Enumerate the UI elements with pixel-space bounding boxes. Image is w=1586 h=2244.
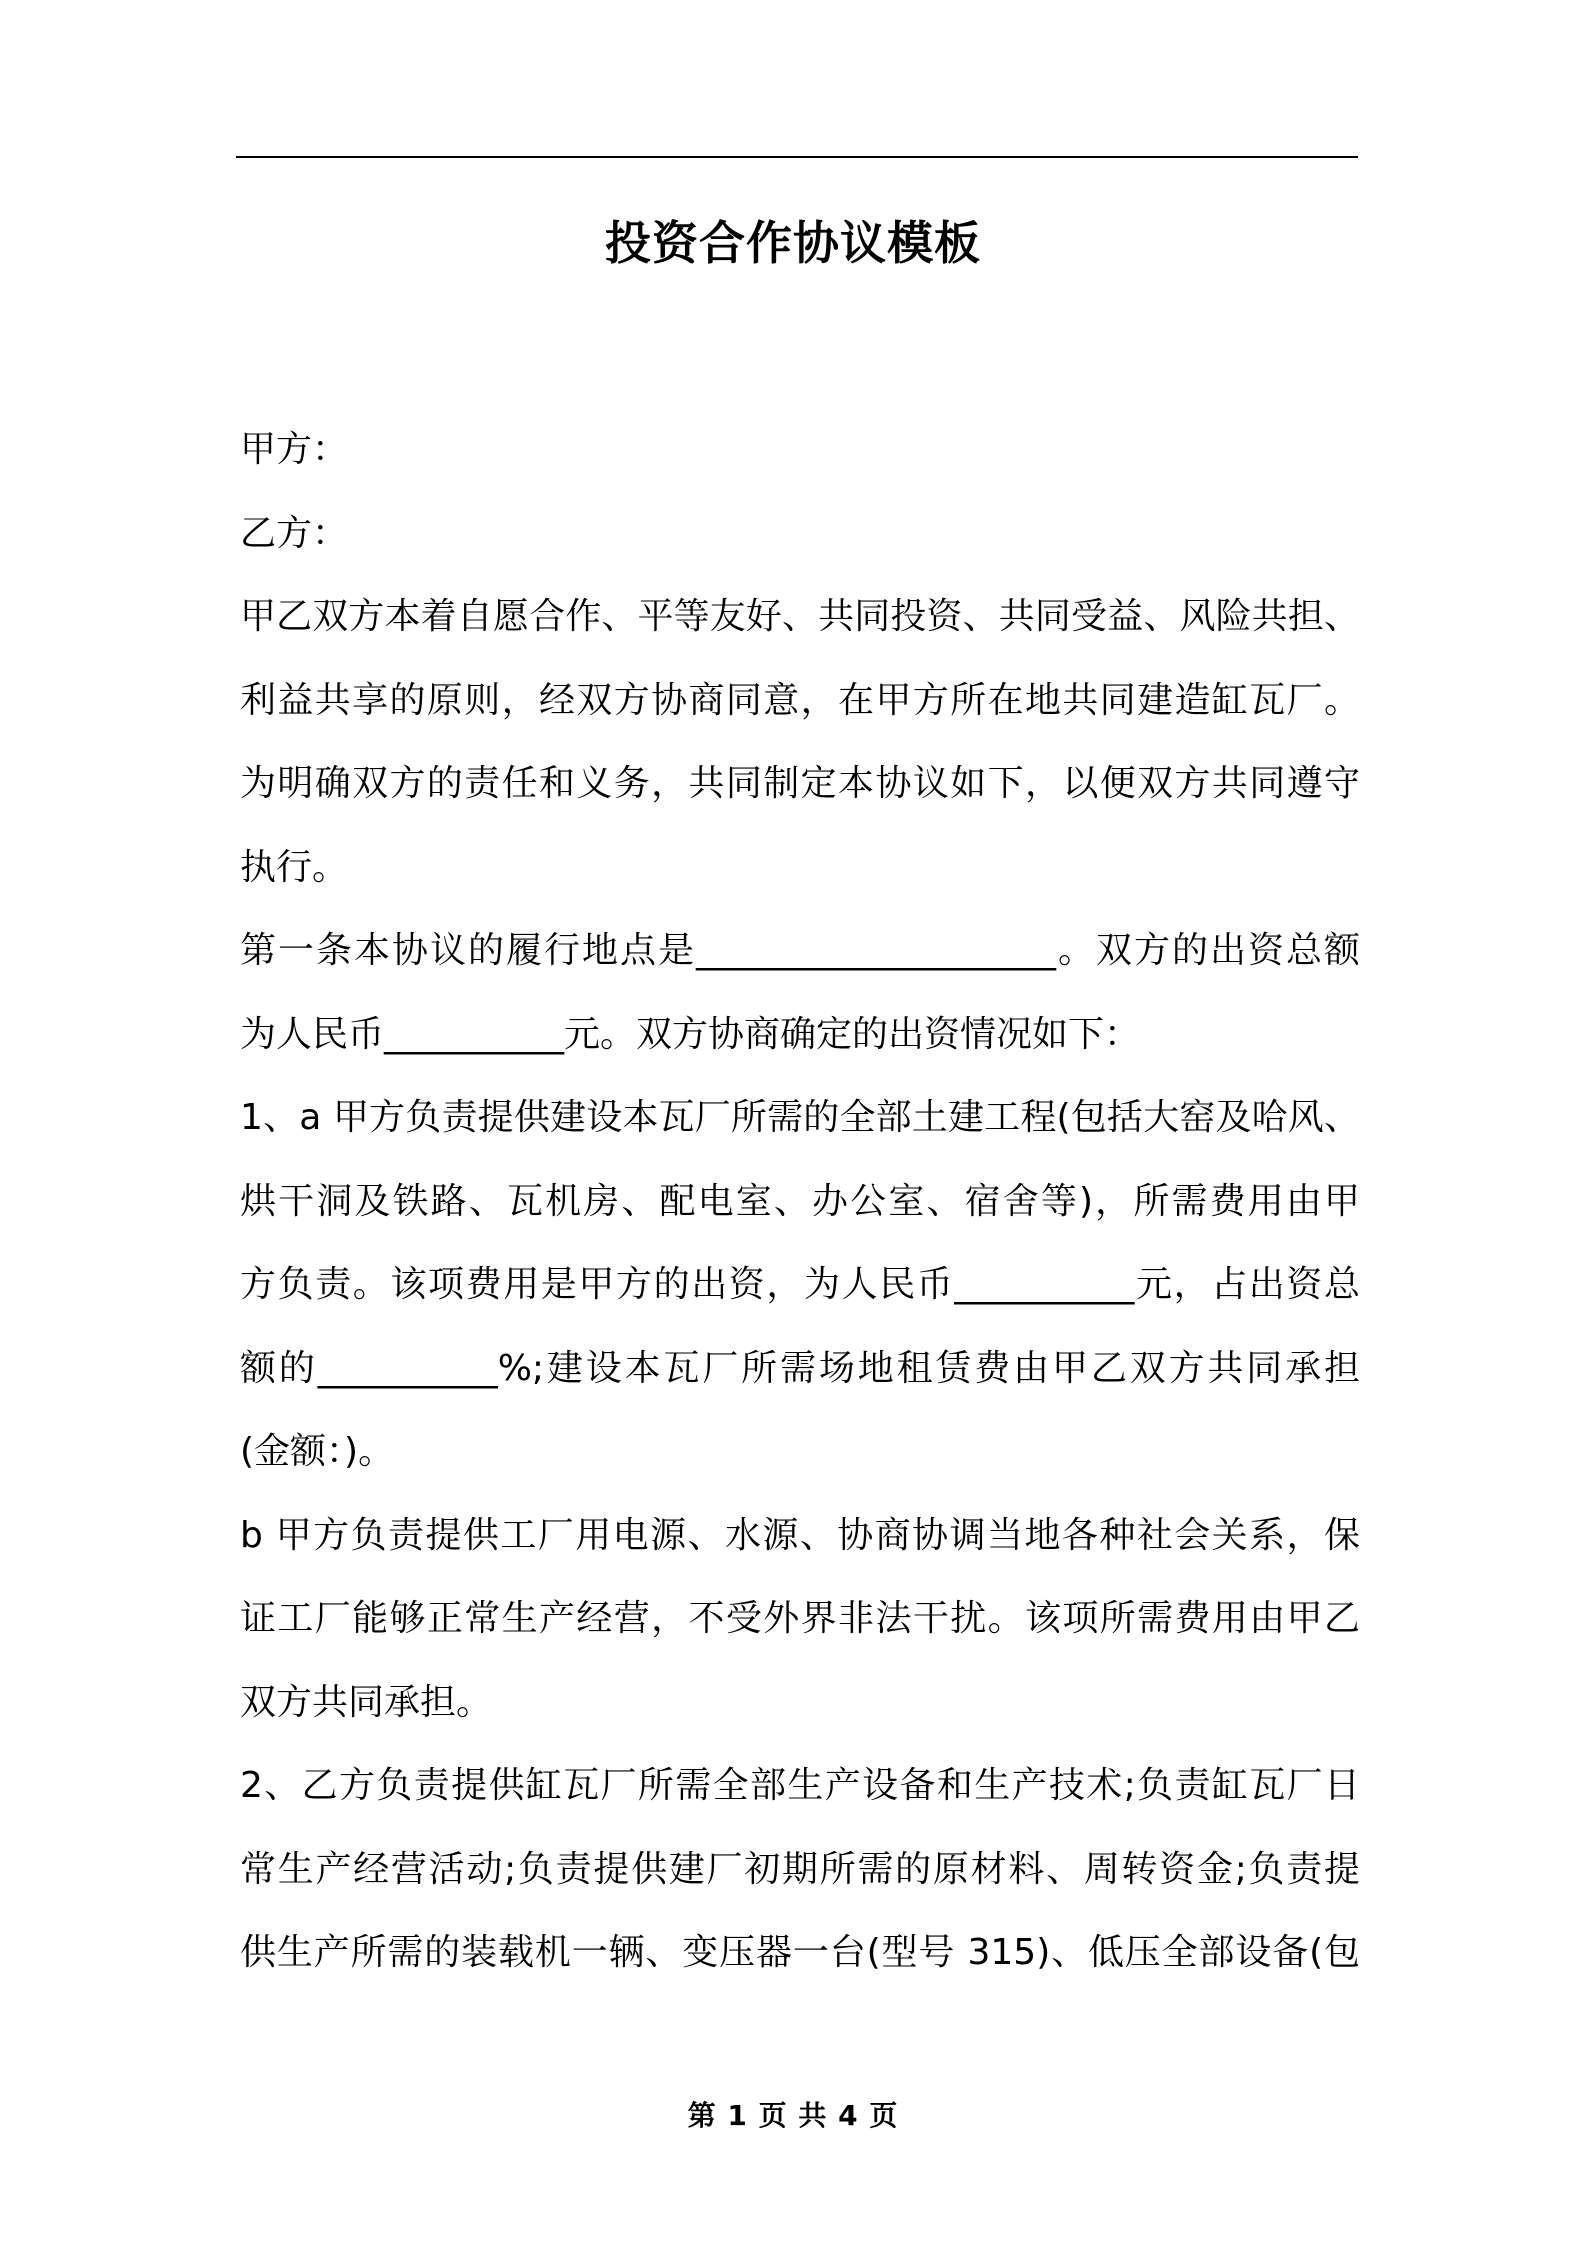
body-line: 为人民币__________元。双方协商确定的出资情况如下： (240, 1013, 1141, 1055)
body-line: (金额：)。 (240, 1431, 395, 1472)
body-line: 第一条本协议的履行地点是____________________。双方的出资总额 (240, 930, 1360, 971)
body-line: 乙方： (240, 512, 349, 554)
document-title: 投资合作协议模板 (605, 216, 981, 270)
document-body (240, 408, 1360, 1995)
body-line: 甲方： (240, 429, 349, 470)
body-line: 双方共同承担。 (240, 1681, 493, 1723)
page-footer: 第 1 页 共 4 页 (687, 2099, 899, 2132)
body-line: 执行。 (240, 846, 349, 888)
body-line: 2、乙方负责提供缸瓦厂所需全部生产设备和生产技术;负责缸瓦厂日 (240, 1765, 1360, 1806)
body-line: 证工厂能够正常生产经营，不受外界非法干扰。该项所需费用由甲乙 (240, 1598, 1360, 1639)
body-line: 为明确双方的责任和义务，共同制定本协议如下，以便双方共同遵守 (240, 763, 1360, 804)
body-line: 利益共享的原则，经双方协商同意，在甲方所在地共同建造缸瓦厂。 (240, 679, 1360, 721)
body-line: 额的__________%;建设本瓦厂所需场地租赁费由甲乙双方共同承担 (240, 1347, 1360, 1389)
body-line: 常生产经营活动;负责提供建厂初期所需的原材料、周转资金;负责提 (240, 1848, 1360, 1890)
body-line: 烘干洞及铁路、瓦机房、配电室、办公室、宿舍等)，所需费用由甲 (240, 1180, 1360, 1222)
body-line: 甲乙双方本着自愿合作、平等友好、共同投资、共同受益、风险共担、 (240, 596, 1360, 637)
body-line: b 甲方负责提供工厂用电源、水源、协商协调当地各种社会关系，保 (240, 1514, 1360, 1556)
body-line: 供生产所需的装载机一辆、变压器一台(型号 315)、低压全部设备(包 (240, 1932, 1360, 1973)
body-line: 1、a 甲方负责提供建设本瓦厂所需的全部土建工程(包括大窑及哈风、 (240, 1097, 1360, 1138)
header-rule (236, 156, 1358, 158)
body-line: 方负责。该项费用是甲方的出资，为人民币__________元，占出资总 (240, 1264, 1360, 1305)
